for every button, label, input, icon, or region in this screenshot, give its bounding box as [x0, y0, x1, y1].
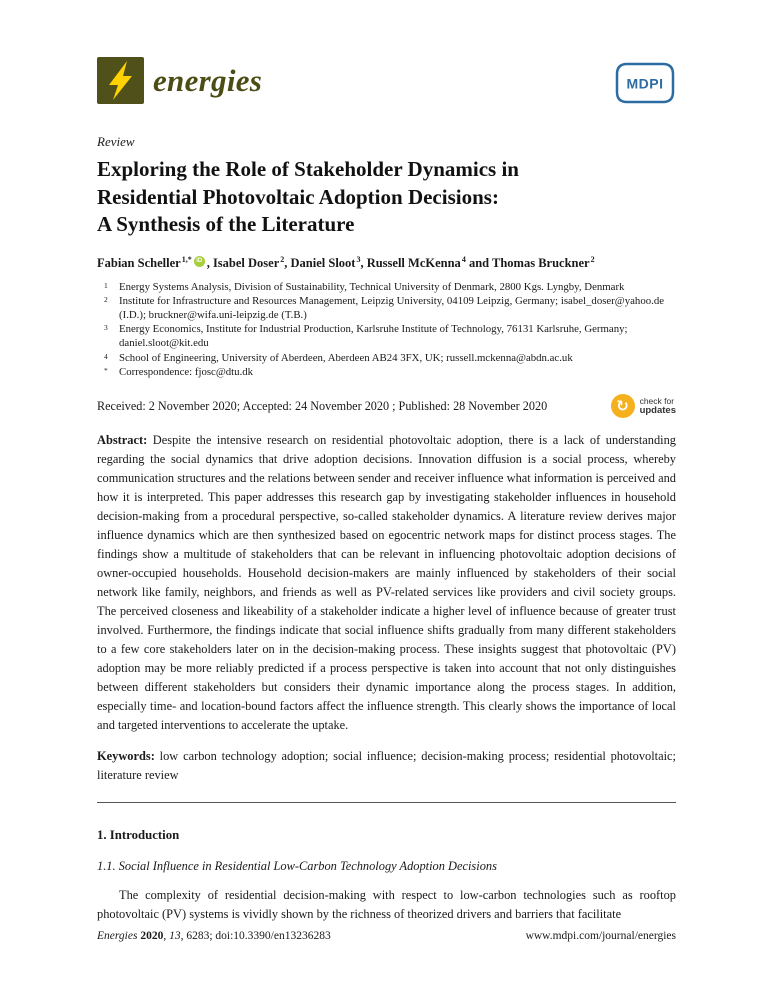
- affiliation-item: [97, 280, 676, 294]
- citation-journal: Energies: [97, 930, 138, 942]
- author-affil-ref: 4: [461, 254, 466, 264]
- section-heading-introduction: 1. Introduction: [97, 828, 180, 843]
- affiliation-marker: 1: [104, 280, 108, 290]
- author: [213, 256, 291, 270]
- citation-line: [97, 930, 331, 942]
- keywords-label: Keywords:: [97, 749, 155, 764]
- affiliation-text: Institute for Infrastructure and Resources Management, Leipzig University, 04109 Leipzig, Germany; isabel_doser@yahoo.de (I.D.); bruckner@wifa.uni-leipzig.de (T.B.): [119, 294, 665, 322]
- check-for-updates-badge[interactable]: [611, 394, 676, 418]
- affiliation-text: Energy Systems Analysis, Division of Sustainability, Technical University of Denmark, 2800 Kgs. Lyngby, Denmark: [119, 280, 625, 293]
- abstract-text: Despite the intensive research on residential photovoltaic adoption, there is a lack of understanding regarding the social dynamics that drive adoption decisions. Innovation diffusion is a social process, whereby communication structures and the relations between sender and receiver influence what information is perceived and how it is interpreted. This paper addresses this research gap by investigating stakeholder influences in household decision-making from a procedural perspective, so-called stakeholder dynamics. A literature review derives major influence dynamics which are then synthesized based on egocentric network maps for distinct process stages. The findings show a multitude of stakeholders that can be relevant in influencing photovoltaic adoption decisions of owner-occupied households. Household decision-makers are mainly influenced by stakeholders of their social network like family, neighbors, and friends as well as PV-related services like providers and civil society groups. The perceived closeness and likeability of a stakeholder indicate a higher level of influence because of greater trust involved. Furthermore, the findings indicate that social influence shifts gradually from many different stakeholders to a few core stakeholders later on in the decision-making process. These insights suggest that photovoltaic (PV) adoption may be more reliably predicted if a process perspective is taken into account that not only distinguishes between different stakeholders but considers their dynamic importance along the process stages. In addition, especially time- and location-bound factors affect the influence strength. This clearly shows the importance of local and targeted interventions to accelerate the uptake.: [97, 433, 677, 733]
- citation-year: 2020: [137, 930, 164, 942]
- author: [492, 256, 595, 270]
- affiliation-item: [97, 294, 676, 322]
- body-paragraph: The complexity of residential decision-making with respect to low-carbon technologies such as rooftop photovoltaic (PV) systems is vividly shown by the richness of theorized drivers and barriers that facilitate: [97, 888, 676, 922]
- citation-doi: , 6283; doi:10.3390/en13236283: [180, 930, 331, 942]
- author-line: [97, 255, 676, 271]
- title-line-1: Exploring the Role of Stakeholder Dynamics in: [97, 157, 519, 181]
- author: [291, 256, 367, 270]
- author: [97, 256, 213, 270]
- check-for-updates-line2: updates: [639, 405, 676, 417]
- affiliation-list: [97, 280, 676, 379]
- affiliation-text: School of Engineering, University of Aberdeen, Aberdeen AB24 3FX, UK; russell.mckenna@abdn.ac.uk: [119, 351, 573, 364]
- page-content: [97, 0, 676, 924]
- citation-volume: 13: [169, 930, 181, 942]
- author-name: Thomas Bruckner: [492, 255, 590, 270]
- affiliation-marker: *: [104, 365, 108, 375]
- subsection-heading: 1.1. Social Influence in Residential Low-Carbon Technology Adoption Decisions: [97, 859, 497, 874]
- crossmark-icon: ↻: [611, 394, 635, 418]
- journal-logo: [97, 57, 262, 104]
- mdpi-wordmark: MDPI: [626, 75, 664, 92]
- affiliation-marker: 4: [104, 351, 108, 361]
- page-footer: [97, 930, 676, 942]
- affiliation-marker: 3: [104, 323, 108, 333]
- keywords: [97, 747, 676, 785]
- keywords-text: low carbon technology adoption; social influence; decision-making process; residential photovoltaic; literature review: [97, 749, 676, 783]
- author: [367, 256, 492, 270]
- check-for-updates-line1: check for: [639, 395, 675, 406]
- author-name: Isabel Doser: [212, 255, 280, 270]
- section-divider: [97, 802, 676, 803]
- author-affil-ref: 1,*: [181, 254, 192, 264]
- journal-name: energies: [153, 62, 263, 98]
- affiliation-text: Correspondence: fjosc@dtu.dk: [119, 365, 254, 378]
- author-name: Russell McKenna: [366, 255, 461, 270]
- affiliation-item: [97, 351, 676, 365]
- author-affil-ref: 3: [356, 254, 361, 264]
- affiliation-item: [97, 322, 676, 350]
- affiliation-text: Energy Economics, Institute for Industrial Production, Karlsruhe Institute of Technology, 76131 Karlsruhe, Germany; daniel.sloot@kit.edu: [119, 323, 628, 350]
- energies-bolt-icon: [97, 57, 144, 104]
- author-separator: ,: [206, 255, 213, 270]
- abstract-label: Abstract:: [97, 433, 148, 448]
- article-type: Review: [97, 134, 135, 149]
- author-separator: ,: [360, 255, 367, 270]
- author-name: Daniel Sloot: [290, 255, 356, 270]
- affiliation-marker: 2: [104, 294, 108, 304]
- meta-row: [97, 394, 676, 418]
- history-dates: Received: 2 November 2020; Accepted: 24 November 2020 ; Published: 28 November 2020: [97, 398, 548, 413]
- journal-url[interactable]: www.mdpi.com/journal/energies: [525, 930, 676, 942]
- author-separator: and: [465, 255, 492, 270]
- page-header: [97, 0, 676, 110]
- title-line-2: Residential Photovoltaic Adoption Decisions:: [97, 184, 499, 209]
- title-line-3: A Synthesis of the Literature: [97, 212, 355, 236]
- abstract: [97, 431, 676, 735]
- mdpi-logo-icon: [614, 61, 676, 110]
- check-for-updates-label: [640, 397, 676, 416]
- author-name: Fabian Scheller: [97, 255, 181, 270]
- author-affil-ref: 2: [280, 254, 285, 264]
- affiliation-item: [97, 365, 676, 379]
- article-title: [97, 156, 676, 239]
- author-separator: ,: [284, 255, 291, 270]
- orcid-icon[interactable]: iD: [194, 256, 205, 267]
- author-affil-ref: 2: [590, 254, 595, 264]
- citation-separator: ,: [163, 930, 170, 942]
